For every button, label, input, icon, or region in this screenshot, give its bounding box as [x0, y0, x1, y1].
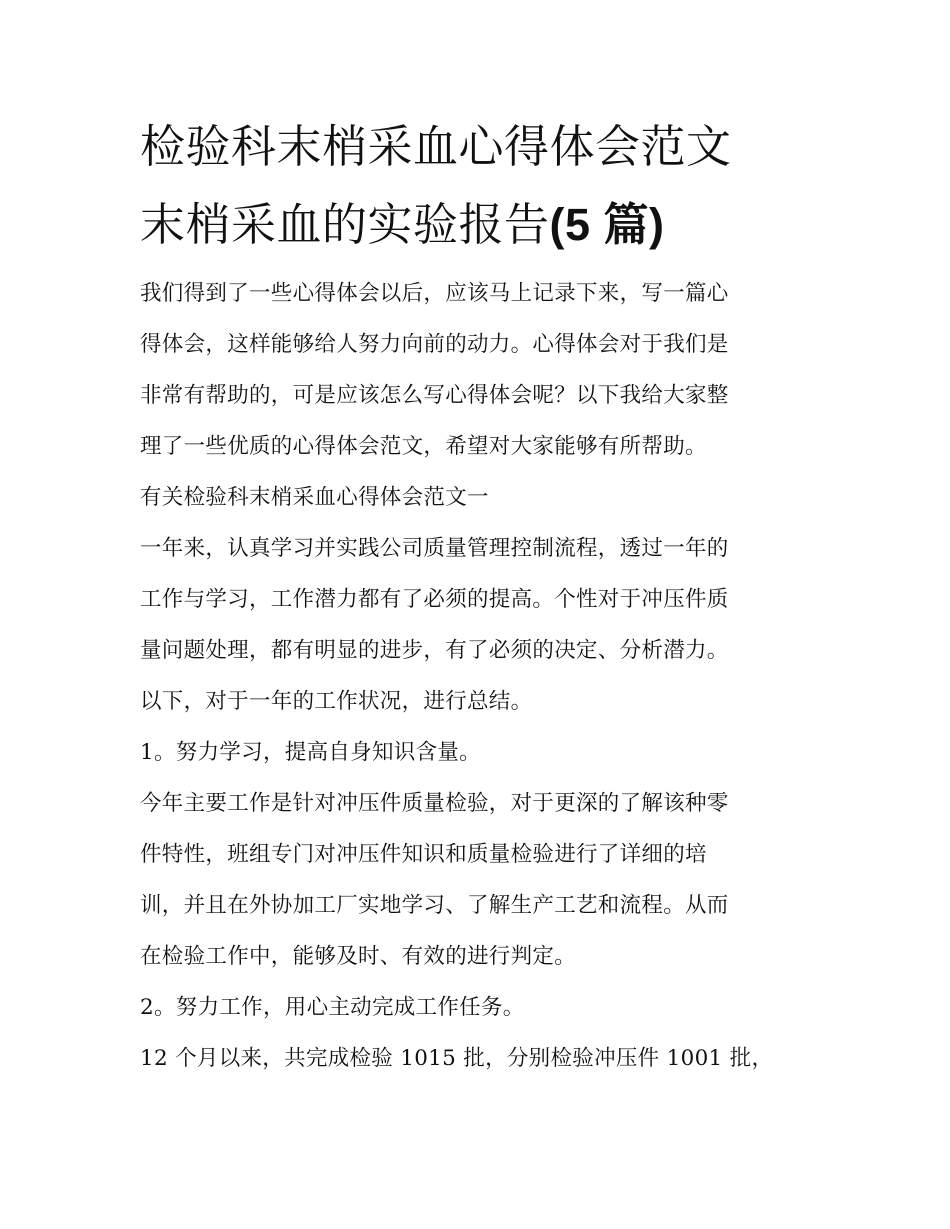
document-page: [140, 108, 812, 1084]
point-1-text: 1。努力学习，提高自身知识含量。: [140, 740, 481, 765]
body-line: 今年主要工作是针对冲压件质量检验，对于更深的了解该种零: [140, 791, 729, 816]
body-line: 量问题处理，都有明显的进步，有了必须的决定、分析潜力。: [140, 638, 729, 663]
intro-line: 非常有帮助的，可是应该怎么写心得体会呢？以下我给大家整: [140, 383, 729, 408]
body-line: 一年来，认真学习并实践公司质量管理控制流程，透过一年的: [140, 536, 729, 561]
point-1: [140, 727, 812, 778]
document-title: [140, 108, 812, 264]
body-line: 以下，对于一年的工作状况，进行总结。: [140, 689, 533, 714]
body-line: 训，并且在外协加工厂实地学习、了解生产工艺和流程。从而: [140, 893, 729, 918]
body-paragraph-2: [140, 778, 812, 982]
section-heading: [140, 472, 812, 523]
title-line-2-text: 末梢采血的实验报告: [140, 198, 550, 251]
body-line: 12 个月以来，共完成检验 1015 批，分别检验冲压件 1001 批，: [140, 1046, 774, 1071]
intro-line: 理了一些优质的心得体会范文，希望对大家能够有所帮助。: [140, 434, 707, 459]
intro-paragraph: [140, 268, 812, 472]
intro-line: 我们得到了一些心得体会以后，应该马上记录下来，写一篇心: [140, 281, 729, 306]
title-line-1: 检验科末梢采血心得体会范文: [140, 120, 732, 173]
body-line: 工作与学习，工作潜力都有了必须的提高。个性对于冲压件质: [140, 587, 729, 612]
point-2-text: 2。努力工作，用心主动完成工作任务。: [140, 995, 525, 1020]
point-2: [140, 982, 812, 1033]
intro-line: 得体会，这样能够给人努力向前的动力。心得体会对于我们是: [140, 332, 729, 357]
body-paragraph-1: [140, 523, 812, 727]
title-line-2-count: (5 篇): [549, 199, 665, 250]
body-line: 在检验工作中，能够及时、有效的进行判定。: [140, 944, 577, 969]
title-line-2: [140, 186, 812, 264]
section-heading-text: 有关检验科末梢采血心得体会范文一: [140, 485, 489, 510]
body-paragraph-3: [140, 1033, 812, 1084]
body-line: 件特性，班组专门对冲压件知识和质量检验进行了详细的培: [140, 842, 707, 867]
